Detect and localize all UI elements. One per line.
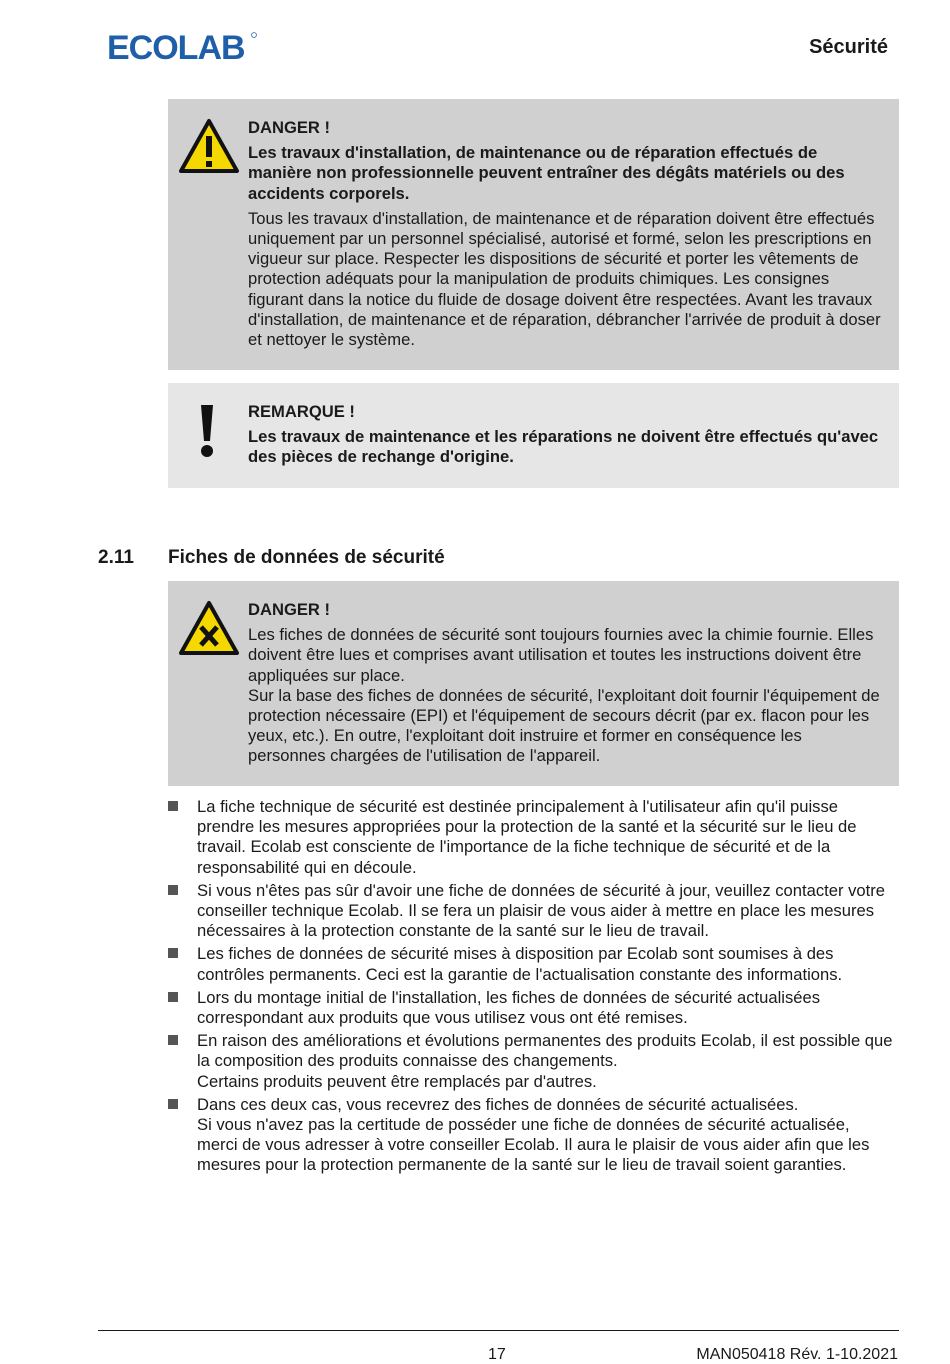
danger-body-text-2: Sur la base des fiches de données de sécurité, l'exploitant doit fournir l'équipement de protection nécessaire (EPI) et l'équipement de secours décrit (par ex. flacon pour les yeux, etc.). En outre, l'exploitant doit instruire et former en conséquence les personnes chargées de l'utilisation de l'appareil. xyxy=(248,685,880,766)
list-item-text: Si vous n'êtes pas sûr d'avoir une fiche de données de sécurité à jour, veuillez contacter votre conseiller technique Ecolab. Il se fera un plaisir de vous aider à mettre en place les mesures nécessaires à la protection constante de la santé sur le lieu de travail. xyxy=(197,880,886,941)
bullet-list xyxy=(168,797,893,1179)
svg-text:ECOLAB: ECOLAB xyxy=(107,29,245,64)
danger-body-text: Tous les travaux d'installation, de maintenance et de réparation doivent être effectués uniquement par un personnel spécialisé, autorisé et formé, selon les prescriptions en vigueur sur place. Respecter les dispositions de sécurité et porter les vêtements de protection adéquats pour la manipulation de produits chimiques. Les consignes figurant dans la notice du fluide de dosage doivent être respectées. Avant les travaux d'installation, de maintenance et de réparation, débrancher l'arrivée de produit à doser et nettoyer le système. xyxy=(248,208,881,350)
header-section-title: Sécurité xyxy=(809,36,888,58)
list-item xyxy=(168,881,893,942)
list-item-text: Dans ces deux cas, vous recevrez des fiches de données de sécurité actualisées. Si vous n'avez pas la certitude de posséder une fiche de données de sécurité actualisée, merci de vous adresser à votre conseiller Ecolab. Il aura le plaisir de vous aider afin que les mesures pour la protection permanente de la santé sur le lieu de travail soient garanties. xyxy=(197,1094,870,1175)
section-number: 2.11 xyxy=(98,547,134,568)
page-number: 17 xyxy=(488,1346,506,1363)
note-bold-text: Les travaux de maintenance et les réparations ne doivent être effectués qu'avec des pièces de rechange d'origine. xyxy=(248,427,879,467)
danger-label: DANGER ! xyxy=(248,600,331,619)
list-item-text: La fiche technique de sécurité est destinée principalement à l'utilisateur afin qu'il puisse prendre les mesures appropriées pour la protection de la santé et la sécurité sur le lieu de travail. Ecolab est consciente de l'importance de la fiche technique de sécurité et de la responsabilité qui en découle. xyxy=(197,797,857,877)
list-item xyxy=(168,944,893,984)
danger-label: DANGER ! xyxy=(248,118,331,137)
danger-box xyxy=(168,99,899,370)
note-label: REMARQUE ! xyxy=(248,402,355,421)
list-item xyxy=(168,1031,893,1092)
footer-divider xyxy=(98,1330,899,1331)
document-reference: MAN050418 Rév. 1-10.2021 xyxy=(696,1346,898,1363)
section-title: Fiches de données de sécurité xyxy=(168,547,445,568)
danger-box-chemical xyxy=(168,581,899,786)
warning-triangle-icon xyxy=(178,118,240,174)
square-bullet-icon xyxy=(168,948,178,958)
list-item-text: Lors du montage initial de l'installation, les fiches de données de sécurité actualisées correspondant aux produits que vous utilisez vous ont été remises. xyxy=(197,987,821,1028)
list-item-text: Les fiches de données de sécurité mises à disposition par Ecolab sont soumises à des contrôles permanents. Ceci est la garantie de l'actualisation constante des informations. xyxy=(197,944,843,984)
list-item xyxy=(168,1095,893,1176)
square-bullet-icon xyxy=(168,1035,178,1045)
danger-bold-text: Les travaux d'installation, de maintenance ou de réparation effectués de manière non professionnelle peuvent entraîner des dégâts matériels ou des accidents corporels. xyxy=(248,143,845,203)
square-bullet-icon xyxy=(168,1099,178,1109)
note-box xyxy=(168,383,899,488)
danger-body-text-1: Les fiches de données de sécurité sont toujours fournies avec la chimie fournie. Elles doivent être lues et comprises avant utilisation et toutes les instructions doivent être appliquées sur place. xyxy=(248,625,874,685)
ecolab-logo xyxy=(107,28,257,64)
square-bullet-icon xyxy=(168,885,178,895)
square-bullet-icon xyxy=(168,992,178,1002)
square-bullet-icon xyxy=(168,801,178,811)
exclamation-icon xyxy=(196,405,218,459)
list-item xyxy=(168,988,893,1028)
list-item-text: En raison des améliorations et évolutions permanentes des produits Ecolab, il est possible que la composition des produits connaisse des changements. Certains produits peuvent être remplacés par d'autres. xyxy=(197,1031,893,1091)
harmful-irritant-icon xyxy=(178,600,240,656)
list-item xyxy=(168,797,893,878)
